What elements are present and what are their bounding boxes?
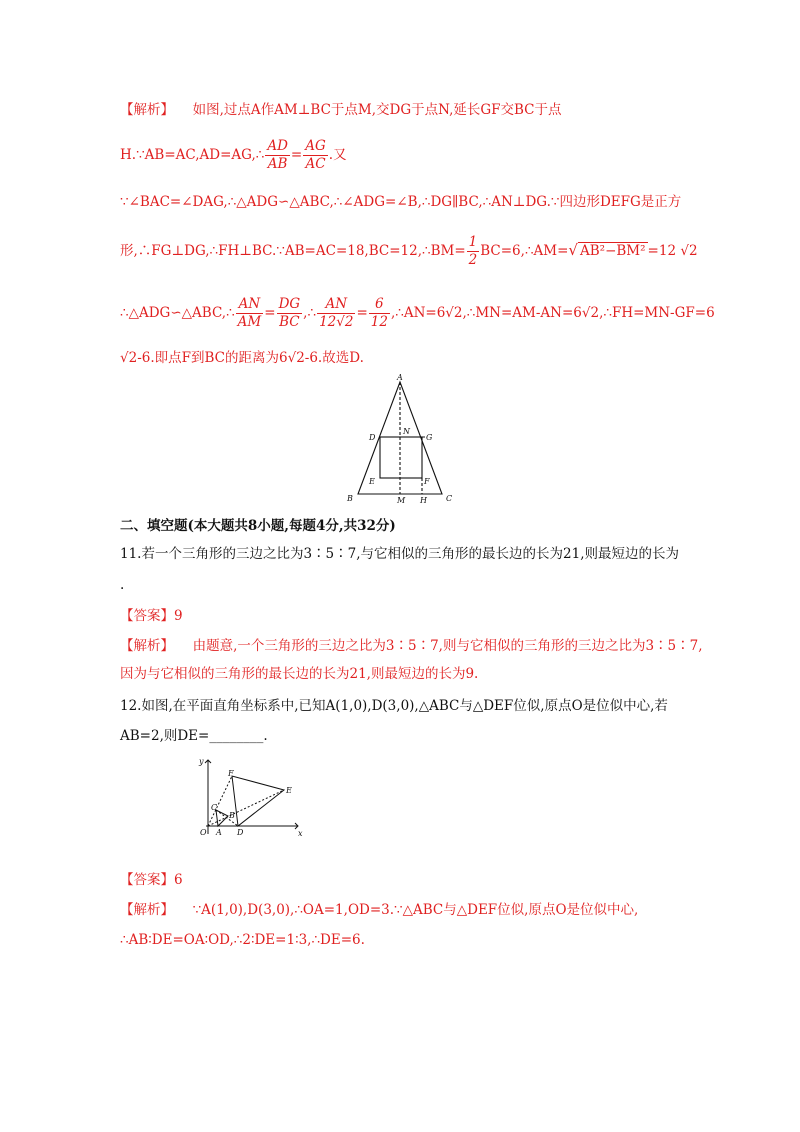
figure-triangle-square	[340, 372, 460, 507]
expl-label: 【解析】	[120, 638, 174, 654]
q10-line6	[120, 348, 364, 368]
section-heading: 二、填空题(本大题共8小题,每题4分,共32分)	[120, 518, 396, 534]
label-d: D	[237, 828, 244, 837]
label-e: E	[286, 786, 292, 795]
figure-coordinate-plane	[194, 754, 314, 838]
frac-num: 1	[468, 234, 478, 250]
label-b: B	[347, 494, 353, 503]
triangle-def	[232, 776, 284, 826]
fraction-ad-ab	[265, 138, 290, 173]
q10-line1	[120, 100, 562, 120]
fraction-an-am	[236, 296, 264, 331]
label-f: F	[424, 477, 430, 486]
fraction-an-12root2	[317, 296, 355, 331]
q10-line5-pre: ∴△ADG∽△ABC,∴	[120, 305, 235, 321]
frac-den: BC	[279, 314, 300, 330]
q10-line2-pre: H.∵AB=AC,AD=AG,∴	[120, 147, 265, 163]
frac-num: AG	[305, 138, 326, 154]
q10-line5-mid: ,∴	[303, 305, 317, 321]
q11-stem: 11.若一个三角形的三边之比为3∶5∶7,与它相似的三角形的最长边的长为21,则最短边的长为	[120, 546, 679, 562]
label-a: A	[216, 828, 222, 837]
frac-den: 12√2	[319, 314, 354, 330]
q12-expl2: ∴AB∶DE=OA∶OD,∴2∶DE=1∶3,∴DE=6.	[120, 932, 365, 948]
q10-text1: 如图,过点A作AM⊥BC于点M,交DG于点N,延长GF交BC于点	[192, 102, 562, 118]
label-e: E	[369, 477, 375, 486]
answer-label: 【答案】	[120, 608, 174, 624]
q10-line5	[120, 296, 715, 340]
frac-den: AM	[237, 314, 262, 330]
frac-den: AB	[267, 156, 288, 172]
expl-label: 【解析】	[120, 902, 174, 918]
frac-num: 6	[369, 296, 390, 314]
q12-answer	[120, 870, 183, 890]
q12-stem2: AB=2,则DE=________.	[120, 728, 268, 744]
answer-value: 6	[174, 872, 183, 888]
equals-sign: =	[290, 147, 303, 163]
equals-sign: =	[264, 305, 276, 321]
label-x: x	[298, 829, 303, 838]
q10-line4-pre: 形,∴FG⊥DG,∴FH⊥BC.∵AB=AC=18,BC=12,∴BM=	[120, 243, 466, 259]
label-o: O	[200, 828, 207, 837]
frac-num: DG	[278, 296, 301, 312]
q12-expl1	[120, 900, 638, 920]
answer-value: 9	[174, 608, 183, 624]
equals-sign: =	[356, 305, 368, 321]
expl-text: ∵A(1,0),D(3,0),∴OA=1,OD=3.∵△ABC与△DEF位似,原点O是位似中心,	[192, 902, 639, 918]
ray-oe	[208, 790, 284, 826]
q10-line5-post: ,∴AN=6√2,∴MN=AM-AN=6√2,∴FH=MN-GF=6	[390, 305, 715, 321]
frac-num: AN	[317, 296, 355, 314]
label-y: y	[199, 757, 204, 766]
q12-stem1: 12.如图,在平面直角坐标系中,已知A(1,0),D(3,0),△ABC与△DEF位似,原点O是位似中心,若	[120, 698, 668, 714]
q10-line6-text: √2-6.即点F到BC的距离为6√2-6.故选D.	[120, 350, 364, 366]
q11-expl1	[120, 636, 703, 656]
radicand: AB²−BM²	[579, 243, 646, 259]
q11-answer	[120, 606, 183, 626]
radical-sign: √	[568, 241, 578, 259]
answer-label: 【答案】	[120, 872, 174, 888]
label-c: C	[211, 803, 218, 812]
label-d: D	[369, 433, 376, 442]
q10-line4	[120, 234, 698, 278]
frac-den: 2	[468, 252, 478, 268]
label-m: M	[397, 496, 406, 505]
label-a: A	[397, 373, 403, 382]
label-g: G	[426, 433, 433, 442]
square-defg	[380, 437, 422, 478]
q10-line2	[120, 138, 347, 182]
root-two: √2	[680, 243, 698, 259]
q10-line4-mid: BC=6,∴AM=	[480, 243, 569, 259]
label-n: N	[403, 427, 410, 436]
fraction-half	[467, 234, 480, 269]
label-c: C	[446, 494, 453, 503]
frac-num: AD	[267, 138, 288, 154]
fraction-6-12	[369, 296, 390, 331]
label-h: H	[420, 496, 427, 505]
q11-expl2: 因为与它相似的三角形的最长边的长为21,则最短边的长为9.	[120, 666, 479, 682]
label-b: B	[229, 811, 235, 820]
label-f: F	[228, 769, 234, 778]
frac-den: 12	[370, 314, 388, 330]
fraction-ag-ac	[303, 138, 328, 173]
q10-label: 【解析】	[120, 102, 174, 118]
q10-line3: ∵∠BAC=∠DAG,∴△ADG∽△ABC,∴∠ADG=∠B,∴DG∥BC,∴AN⊥DG.∵四边形DEFG是正方	[120, 194, 682, 210]
q11-stem-end: .	[120, 577, 125, 593]
q10-line4-post: =12	[647, 243, 677, 259]
frac-num: AN	[236, 296, 264, 314]
expl-text: 由题意,一个三角形的三边之比为3∶5∶7,则与它相似的三角形的三边之比为3∶5∶7,	[192, 638, 703, 654]
q10-line2-post: .又	[328, 147, 347, 163]
fraction-dg-bc	[277, 296, 303, 331]
frac-den: AC	[305, 156, 326, 172]
